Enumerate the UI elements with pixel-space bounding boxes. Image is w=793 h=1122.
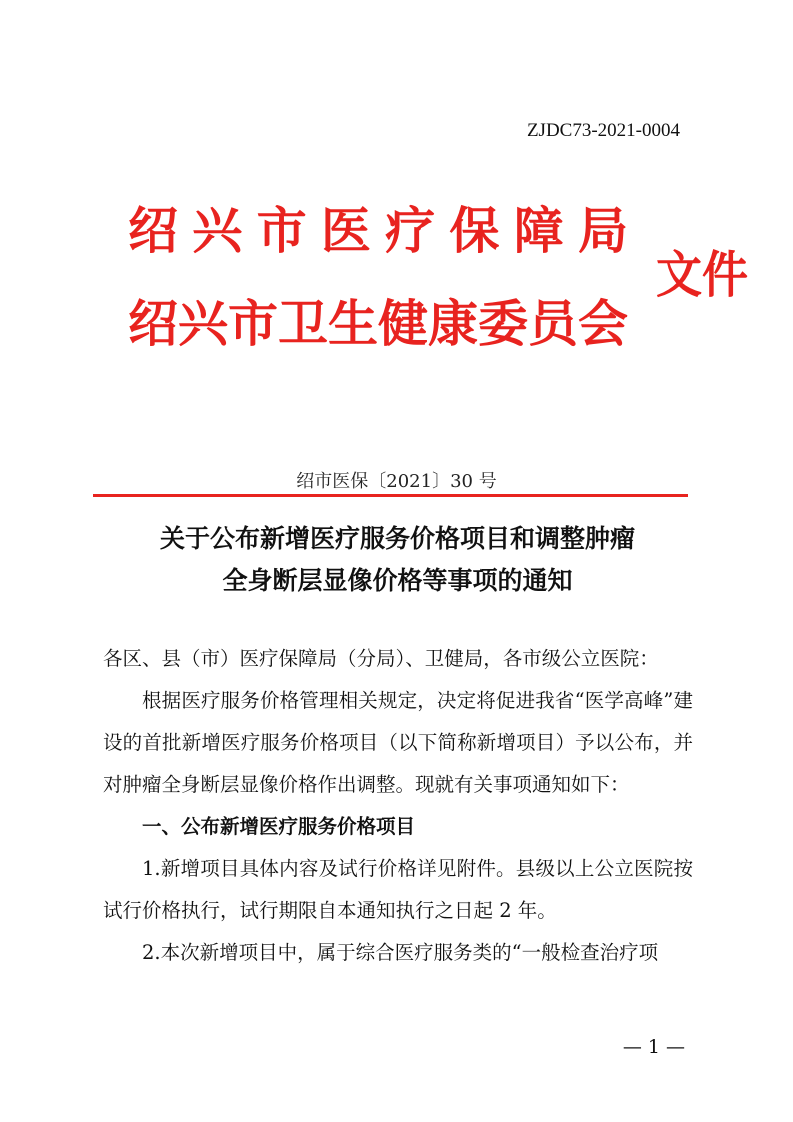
issuer-char: 绍 [128, 295, 178, 353]
paragraph-intro: 根据医疗服务价格管理相关规定，决定将促进我省“医学高峰”建设的首批新增医疗服务价格项目（以下简称新增项目）予以公布，并对肿瘤全身断层显像价格作出调整。现就有关事项通知如下： [103, 689, 693, 796]
issuer-char: 健 [378, 295, 428, 353]
document-number: ZJDC73-2021-0004 [526, 120, 680, 141]
issuer-char: 疗 [385, 202, 436, 260]
section-heading-1: 一、公布新增医疗服务价格项目 [142, 815, 416, 838]
red-divider-line [93, 494, 688, 497]
issuer-char: 保 [449, 202, 500, 260]
document-body [103, 638, 693, 974]
page-number: — 1 — [622, 1036, 685, 1058]
serial-number: 绍市医保〔2021〕30 号 [296, 471, 497, 492]
issuer-char: 绍 [128, 202, 178, 260]
issuer-char: 卫 [278, 295, 328, 353]
title-line-1: 关于公布新增医疗服务价格项目和调整肿瘤 [159, 524, 635, 553]
list-item-2: 2.本次新增项目中，属于综合医疗服务类的“一般检查治疗项 [142, 941, 659, 964]
issuer-char: 兴 [192, 202, 243, 260]
issuer-char: 会 [578, 295, 628, 353]
issuer-char: 障 [513, 202, 564, 260]
issuer-char: 生 [328, 295, 378, 353]
issuer-char: 市 [228, 295, 278, 353]
issuer-char: 医 [320, 202, 371, 260]
issuer-char: 兴 [178, 295, 228, 353]
list-item-1: 1.新增项目具体内容及试行价格详见附件。县级以上公立医院按试行价格执行，试行期限自本通知执行之日起 2 年。 [103, 857, 693, 922]
issuer-char: 康 [428, 295, 478, 353]
addressee: 各区、县（市）医疗保障局（分局）、卫健局，各市级公立医院： [103, 647, 659, 670]
document-type-label: 文件 [656, 246, 748, 304]
title-line-2: 全身断层显像价格等事项的通知 [222, 566, 573, 595]
issuer-char: 市 [256, 202, 307, 260]
issuer-health-commission [128, 293, 628, 355]
issuer-medical-security-bureau [128, 200, 628, 262]
issuer-char: 委 [478, 295, 528, 353]
issuer-char: 局 [577, 202, 628, 260]
document-title [100, 518, 695, 602]
issuer-char: 员 [528, 295, 578, 353]
